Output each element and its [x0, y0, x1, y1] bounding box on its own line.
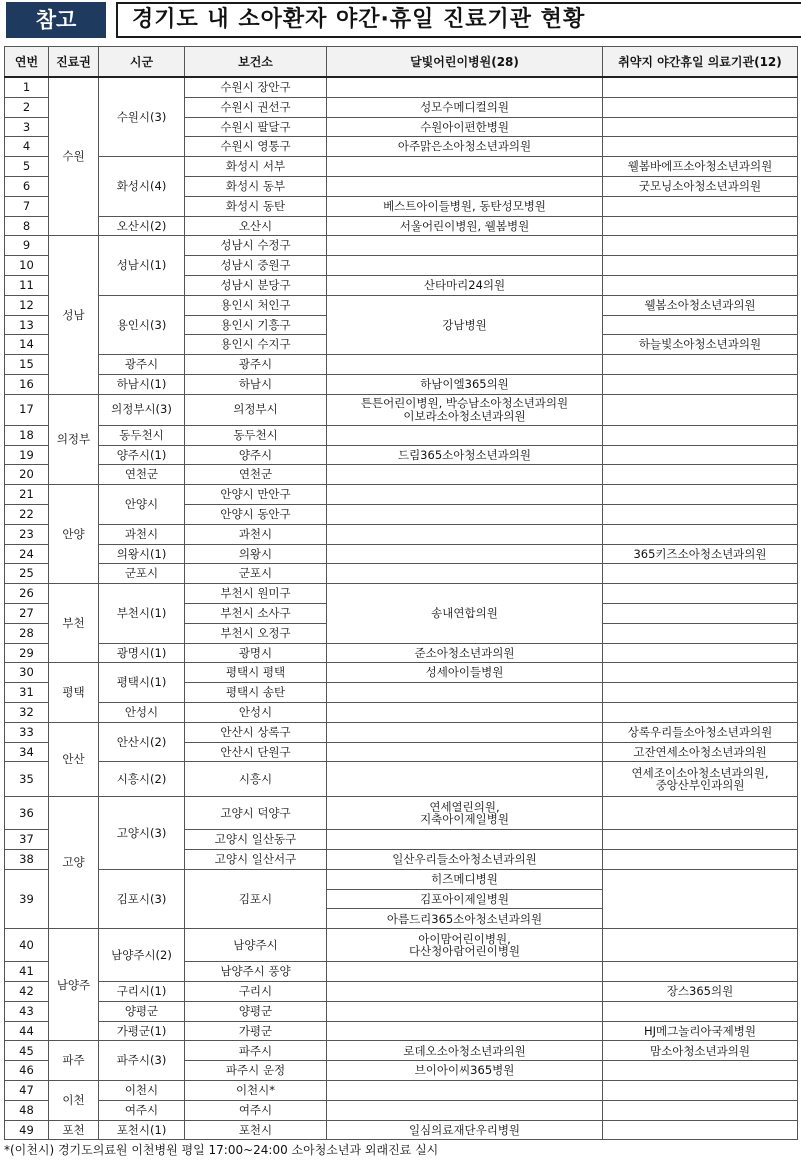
table-row — [5, 982, 798, 1002]
row-number: 22 — [5, 504, 49, 524]
vulnerable-clinic-cell — [603, 564, 798, 584]
city-cell: 이천시 — [99, 1081, 185, 1101]
region-cell: 수원 — [49, 77, 99, 236]
table-row — [5, 1021, 798, 1041]
row-number: 45 — [5, 1041, 49, 1061]
health-center-cell: 화성시 동탄 — [185, 196, 327, 216]
moonlight-hospital-cell: 드림365소아청소년과의원 — [327, 445, 603, 465]
moonlight-hospital-cell: 송내연합의원 — [327, 584, 603, 643]
row-number: 36 — [5, 797, 49, 830]
moonlight-hospital-cell: 수원아이편한병원 — [327, 117, 603, 137]
vulnerable-clinic-cell — [603, 97, 798, 117]
city-cell: 수원시(3) — [99, 77, 185, 157]
health-center-cell: 안성시 — [185, 702, 327, 722]
table-row — [5, 869, 798, 889]
health-center-cell: 용인시 수지구 — [185, 335, 327, 355]
moonlight-hospital-cell — [327, 762, 603, 797]
row-number: 26 — [5, 584, 49, 604]
page-title: 경기도 내 소아환자 야간·휴일 진료기관 현황 — [116, 2, 801, 38]
row-number: 44 — [5, 1021, 49, 1041]
moonlight-hospital-cell — [327, 929, 603, 962]
health-center-cell: 화성시 서부 — [185, 157, 327, 177]
row-number: 34 — [5, 742, 49, 762]
moonlight-hospital-cell — [327, 564, 603, 584]
row-number: 5 — [5, 157, 49, 177]
health-center-cell: 양평군 — [185, 1001, 327, 1021]
row-number: 23 — [5, 524, 49, 544]
row-number: 10 — [5, 256, 49, 276]
vulnerable-clinic-cell — [603, 762, 798, 797]
table-row — [5, 485, 798, 505]
city-cell: 군포시 — [99, 564, 185, 584]
vulnerable-clinic-cell — [603, 485, 798, 505]
row-number: 41 — [5, 962, 49, 982]
region-cell: 파주 — [49, 1041, 99, 1081]
region-cell: 포천 — [49, 1120, 99, 1140]
vulnerable-clinic-cell — [603, 425, 798, 445]
row-number: 15 — [5, 355, 49, 375]
city-cell: 파주시(3) — [99, 1041, 185, 1081]
vulnerable-clinic-cell — [603, 683, 798, 703]
vulnerable-clinic-cell — [603, 623, 798, 643]
row-number: 49 — [5, 1120, 49, 1140]
health-center-cell: 시흥시 — [185, 762, 327, 797]
table-row — [5, 524, 798, 544]
row-number: 17 — [5, 394, 49, 425]
moonlight-hospital-cell: 일산우리들소아청소년과의원 — [327, 850, 603, 870]
row-number: 47 — [5, 1081, 49, 1101]
moonlight-hospital-cell — [327, 1081, 603, 1101]
col-header-moonlight-hospital: 달빛어린이병원(28) — [327, 47, 603, 78]
moonlight-hospital-cell: 성세아이들병원 — [327, 663, 603, 683]
clinic-name: 중앙산부인과의원 — [655, 778, 745, 793]
row-number: 8 — [5, 216, 49, 236]
moonlight-hospital-cell — [327, 524, 603, 544]
table-row — [5, 584, 798, 604]
health-center-cell: 남양주시 — [185, 929, 327, 962]
vulnerable-clinic-cell — [603, 196, 798, 216]
region-cell: 평택 — [49, 663, 99, 722]
moonlight-hospital-cell — [327, 394, 603, 425]
region-cell: 이천 — [49, 1081, 99, 1121]
moonlight-hospital-cell — [327, 485, 603, 505]
health-center-cell: 용인시 처인구 — [185, 295, 327, 315]
health-center-cell: 수원시 장안구 — [185, 77, 327, 97]
city-cell: 광주시 — [99, 355, 185, 375]
health-center-cell: 광명시 — [185, 643, 327, 663]
row-number: 46 — [5, 1061, 49, 1081]
region-cell: 안산 — [49, 722, 99, 797]
moonlight-hospital-cell — [327, 1100, 603, 1120]
clinic-name: 연세조이소아청소년과의원, — [631, 765, 769, 780]
table-row — [5, 1081, 798, 1101]
vulnerable-clinic-cell — [603, 1120, 798, 1140]
city-cell: 오산시(2) — [99, 216, 185, 236]
moonlight-hospital-cell: 서울어린이병원, 웰봄병원 — [327, 216, 603, 236]
health-center-cell: 고양시 일산서구 — [185, 850, 327, 870]
health-center-cell: 파주시 운정 — [185, 1061, 327, 1081]
health-center-cell: 화성시 동부 — [185, 176, 327, 196]
vulnerable-clinic-cell: 하늘빛소아청소년과의원 — [603, 335, 798, 355]
city-cell: 부천시(1) — [99, 584, 185, 643]
row-number: 40 — [5, 929, 49, 962]
col-header-vulnerable-clinic: 취약지 야간휴일 의료기관(12) — [603, 47, 798, 78]
row-number: 16 — [5, 374, 49, 394]
vulnerable-clinic-cell — [603, 1081, 798, 1101]
health-center-cell: 부천시 원미구 — [185, 584, 327, 604]
table-row — [5, 236, 798, 256]
moonlight-hospital-cell — [327, 797, 603, 830]
health-center-cell: 평택시 평택 — [185, 663, 327, 683]
region-cell: 고양 — [49, 797, 99, 929]
moonlight-hospital-cell — [327, 236, 603, 256]
row-number: 1 — [5, 77, 49, 97]
city-cell: 고양시(3) — [99, 797, 185, 870]
table-row — [5, 465, 798, 485]
row-number: 7 — [5, 196, 49, 216]
moonlight-hospital-cell: 김포아이제일병원 — [327, 889, 603, 909]
table-row — [5, 564, 798, 584]
vulnerable-clinic-cell — [603, 603, 798, 623]
city-cell: 성남시(1) — [99, 236, 185, 295]
hospital-name: 다산청아람어린이병원 — [408, 944, 521, 959]
health-center-cell: 파주시 — [185, 1041, 327, 1061]
row-number: 25 — [5, 564, 49, 584]
moonlight-hospital-cell — [327, 1021, 603, 1041]
city-cell: 광명시(1) — [99, 643, 185, 663]
vulnerable-clinic-cell — [603, 524, 798, 544]
city-cell: 양평군 — [99, 1001, 185, 1021]
vulnerable-clinic-cell — [603, 830, 798, 850]
health-center-cell: 이천시* — [185, 1081, 327, 1101]
row-number: 13 — [5, 315, 49, 335]
col-header-city: 시군 — [99, 47, 185, 78]
health-center-cell: 수원시 영통구 — [185, 137, 327, 157]
row-number: 42 — [5, 982, 49, 1002]
health-center-cell: 여주시 — [185, 1100, 327, 1120]
moonlight-hospital-cell — [327, 77, 603, 97]
table-row — [5, 722, 798, 742]
city-cell: 여주시 — [99, 1100, 185, 1120]
row-number: 12 — [5, 295, 49, 315]
vulnerable-clinic-cell: 굿모닝소아청소년과의원 — [603, 176, 798, 196]
health-center-cell: 오산시 — [185, 216, 327, 236]
row-number: 21 — [5, 485, 49, 505]
table-row — [5, 216, 798, 236]
moonlight-hospital-cell — [327, 702, 603, 722]
table-row — [5, 762, 798, 797]
vulnerable-clinic-cell — [603, 256, 798, 276]
health-center-cell: 성남시 분당구 — [185, 275, 327, 295]
health-center-cell: 수원시 팔달구 — [185, 117, 327, 137]
table-row — [5, 1041, 798, 1061]
city-cell: 김포시(3) — [99, 869, 185, 928]
moonlight-hospital-cell: 베스트아이들병원, 동탄성모병원 — [327, 196, 603, 216]
city-cell: 평택시(1) — [99, 663, 185, 703]
moonlight-hospital-cell — [327, 425, 603, 445]
city-cell: 의왕시(1) — [99, 544, 185, 564]
health-center-cell: 구리시 — [185, 982, 327, 1002]
health-center-cell: 김포시 — [185, 869, 327, 928]
health-center-cell: 광주시 — [185, 355, 327, 375]
vulnerable-clinic-cell: 웰봄소아청소년과의원 — [603, 295, 798, 315]
row-number: 24 — [5, 544, 49, 564]
row-number: 30 — [5, 663, 49, 683]
health-center-cell: 성남시 수정구 — [185, 236, 327, 256]
city-cell: 안산시(2) — [99, 722, 185, 762]
row-number: 14 — [5, 335, 49, 355]
city-cell: 화성시(4) — [99, 157, 185, 216]
row-number: 9 — [5, 236, 49, 256]
row-number: 43 — [5, 1001, 49, 1021]
col-header-region: 진료권 — [49, 47, 99, 78]
row-number: 38 — [5, 850, 49, 870]
table-body — [5, 77, 798, 1140]
city-cell: 가평군(1) — [99, 1021, 185, 1041]
table-row — [5, 929, 798, 962]
header-row — [5, 47, 798, 78]
row-number: 3 — [5, 117, 49, 137]
city-cell: 남양주시(2) — [99, 929, 185, 982]
vulnerable-clinic-cell: 장스365의원 — [603, 982, 798, 1002]
table-row — [5, 702, 798, 722]
table-row — [5, 77, 798, 97]
hospital-name: 아이맘어린이병원, — [418, 931, 511, 946]
region-cell: 안양 — [49, 485, 99, 584]
vulnerable-clinic-cell — [603, 374, 798, 394]
row-number: 2 — [5, 97, 49, 117]
moonlight-hospital-cell — [327, 355, 603, 375]
moonlight-hospital-cell — [327, 256, 603, 276]
table-row — [5, 1120, 798, 1140]
moonlight-hospital-cell — [327, 544, 603, 564]
moonlight-hospital-cell — [327, 683, 603, 703]
city-cell: 의정부시(3) — [99, 394, 185, 425]
vulnerable-clinic-cell — [603, 797, 798, 830]
row-number: 39 — [5, 869, 49, 928]
city-cell: 용인시(3) — [99, 295, 185, 354]
health-center-cell: 포천시 — [185, 1120, 327, 1140]
row-number: 31 — [5, 683, 49, 703]
row-number: 4 — [5, 137, 49, 157]
vulnerable-clinic-cell: 웰봄바에프소아청소년과의원 — [603, 157, 798, 177]
region-cell: 부천 — [49, 584, 99, 663]
moonlight-hospital-cell: 로데오소아청소년과의원 — [327, 1041, 603, 1061]
row-number: 48 — [5, 1100, 49, 1120]
vulnerable-clinic-cell — [603, 962, 798, 982]
health-center-cell: 하남시 — [185, 374, 327, 394]
vulnerable-clinic-cell: 맘소아청소년과의원 — [603, 1041, 798, 1061]
health-center-cell: 연천군 — [185, 465, 327, 485]
vulnerable-clinic-cell — [603, 236, 798, 256]
col-header-no: 연번 — [5, 47, 49, 78]
row-number: 32 — [5, 702, 49, 722]
hospital-name: 튼튼어린이병원, 박승남소아청소년과의원 — [360, 396, 569, 411]
vulnerable-clinic-cell — [603, 1001, 798, 1021]
health-center-cell: 수원시 권선구 — [185, 97, 327, 117]
vulnerable-clinic-cell — [603, 850, 798, 870]
vulnerable-clinic-cell: 365키즈소아청소년과의원 — [603, 544, 798, 564]
row-number: 29 — [5, 643, 49, 663]
table-header — [5, 47, 798, 78]
region-cell: 의정부 — [49, 394, 99, 484]
vulnerable-clinic-cell — [603, 584, 798, 604]
table-row — [5, 374, 798, 394]
vulnerable-clinic-cell: HJ메그놀리아국제병원 — [603, 1021, 798, 1041]
vulnerable-clinic-cell: 상록우리들소아청소년과의원 — [603, 722, 798, 742]
footnote: *(이천시) 경기도의료원 이천병원 평일 17:00~24:00 소아청소년과 외래진료 실시 — [4, 1143, 439, 1157]
vulnerable-clinic-cell: 고잔연세소아청소년과의원 — [603, 742, 798, 762]
hospital-name: 이보라소아청소년과의원 — [403, 408, 526, 423]
moonlight-hospital-cell: 브이아이씨365병원 — [327, 1061, 603, 1081]
vulnerable-clinic-cell — [603, 702, 798, 722]
row-number: 18 — [5, 425, 49, 445]
moonlight-hospital-cell — [327, 830, 603, 850]
table-row — [5, 663, 798, 683]
moonlight-hospital-cell: 성모수메디컬의원 — [327, 97, 603, 117]
row-number: 35 — [5, 762, 49, 797]
health-center-cell: 가평군 — [185, 1021, 327, 1041]
vulnerable-clinic-cell — [603, 394, 798, 425]
vulnerable-clinic-cell — [603, 1061, 798, 1081]
vulnerable-clinic-cell — [603, 929, 798, 962]
moonlight-hospital-cell — [327, 962, 603, 982]
vulnerable-clinic-cell — [603, 643, 798, 663]
vulnerable-clinic-cell — [603, 77, 798, 97]
city-cell: 과천시 — [99, 524, 185, 544]
moonlight-hospital-cell — [327, 176, 603, 196]
moonlight-hospital-cell: 하남이엘365의원 — [327, 374, 603, 394]
health-center-cell: 용인시 기흥구 — [185, 315, 327, 335]
row-number: 37 — [5, 830, 49, 850]
table-row — [5, 394, 798, 425]
table-row — [5, 1100, 798, 1120]
moonlight-hospital-cell: 준소아청소년과의원 — [327, 643, 603, 663]
moonlight-hospital-cell — [327, 1001, 603, 1021]
vulnerable-clinic-cell — [603, 663, 798, 683]
moonlight-hospital-cell — [327, 722, 603, 742]
health-center-cell: 과천시 — [185, 524, 327, 544]
vulnerable-clinic-cell — [603, 445, 798, 465]
vulnerable-clinic-cell — [603, 315, 798, 335]
health-center-cell: 평택시 송탄 — [185, 683, 327, 703]
city-cell: 양주시(1) — [99, 445, 185, 465]
vulnerable-clinic-cell — [603, 355, 798, 375]
city-cell: 시흥시(2) — [99, 762, 185, 797]
city-cell: 구리시(1) — [99, 982, 185, 1002]
table-row — [5, 445, 798, 465]
moonlight-hospital-cell — [327, 157, 603, 177]
vulnerable-clinic-cell — [603, 504, 798, 524]
row-number: 19 — [5, 445, 49, 465]
moonlight-hospital-cell: 강남병원 — [327, 295, 603, 354]
health-center-cell: 의정부시 — [185, 394, 327, 425]
table-row — [5, 425, 798, 445]
health-center-cell: 고양시 덕양구 — [185, 797, 327, 830]
city-cell: 동두천시 — [99, 425, 185, 445]
col-header-health-center: 보건소 — [185, 47, 327, 78]
moonlight-hospital-cell: 아름드리365소아청소년과의원 — [327, 909, 603, 929]
health-center-cell: 고양시 일산동구 — [185, 830, 327, 850]
region-cell: 남양주 — [49, 929, 99, 1041]
health-center-cell: 동두천시 — [185, 425, 327, 445]
vulnerable-clinic-cell — [603, 1100, 798, 1120]
health-center-cell: 양주시 — [185, 445, 327, 465]
row-number: 27 — [5, 603, 49, 623]
hospital-name: 연세열린의원, — [429, 799, 500, 814]
health-center-cell: 남양주시 풍양 — [185, 962, 327, 982]
health-center-cell: 안산시 단원구 — [185, 742, 327, 762]
health-center-cell: 군포시 — [185, 564, 327, 584]
clinic-table — [4, 46, 798, 1140]
moonlight-hospital-cell — [327, 465, 603, 485]
health-center-cell: 안양시 동안구 — [185, 504, 327, 524]
row-number: 6 — [5, 176, 49, 196]
table-row — [5, 797, 798, 830]
city-cell: 하남시(1) — [99, 374, 185, 394]
vulnerable-clinic-cell — [603, 216, 798, 236]
moonlight-hospital-cell — [327, 742, 603, 762]
table-row — [5, 295, 798, 315]
row-number: 33 — [5, 722, 49, 742]
moonlight-hospital-cell: 일심의료재단우리병원 — [327, 1120, 603, 1140]
health-center-cell: 부천시 오정구 — [185, 623, 327, 643]
region-cell: 성남 — [49, 236, 99, 394]
health-center-cell: 의왕시 — [185, 544, 327, 564]
moonlight-hospital-cell: 산타마리24의원 — [327, 275, 603, 295]
table-row — [5, 355, 798, 375]
city-cell: 안성시 — [99, 702, 185, 722]
city-cell: 연천군 — [99, 465, 185, 485]
reference-tag: 참고 — [6, 2, 106, 38]
vulnerable-clinic-cell — [603, 137, 798, 157]
table-row — [5, 643, 798, 663]
city-cell: 안양시 — [99, 485, 185, 525]
moonlight-hospital-cell: 아주맑은소아청소년과의원 — [327, 137, 603, 157]
moonlight-hospital-cell — [327, 504, 603, 524]
health-center-cell: 안산시 상록구 — [185, 722, 327, 742]
moonlight-hospital-cell: 히즈메디병원 — [327, 869, 603, 889]
health-center-cell: 안양시 만안구 — [185, 485, 327, 505]
health-center-cell: 성남시 중원구 — [185, 256, 327, 276]
city-cell: 포천시(1) — [99, 1120, 185, 1140]
page-header — [6, 2, 795, 38]
vulnerable-clinic-cell — [603, 275, 798, 295]
row-number: 20 — [5, 465, 49, 485]
table-row — [5, 157, 798, 177]
health-center-cell: 부천시 소사구 — [185, 603, 327, 623]
table-row — [5, 544, 798, 564]
row-number: 28 — [5, 623, 49, 643]
row-number: 11 — [5, 275, 49, 295]
moonlight-hospital-cell — [327, 982, 603, 1002]
table-row — [5, 1001, 798, 1021]
vulnerable-clinic-cell — [603, 465, 798, 485]
vulnerable-clinic-cell — [603, 869, 798, 928]
hospital-name: 지축아이제일병원 — [420, 812, 509, 827]
vulnerable-clinic-cell — [603, 117, 798, 137]
